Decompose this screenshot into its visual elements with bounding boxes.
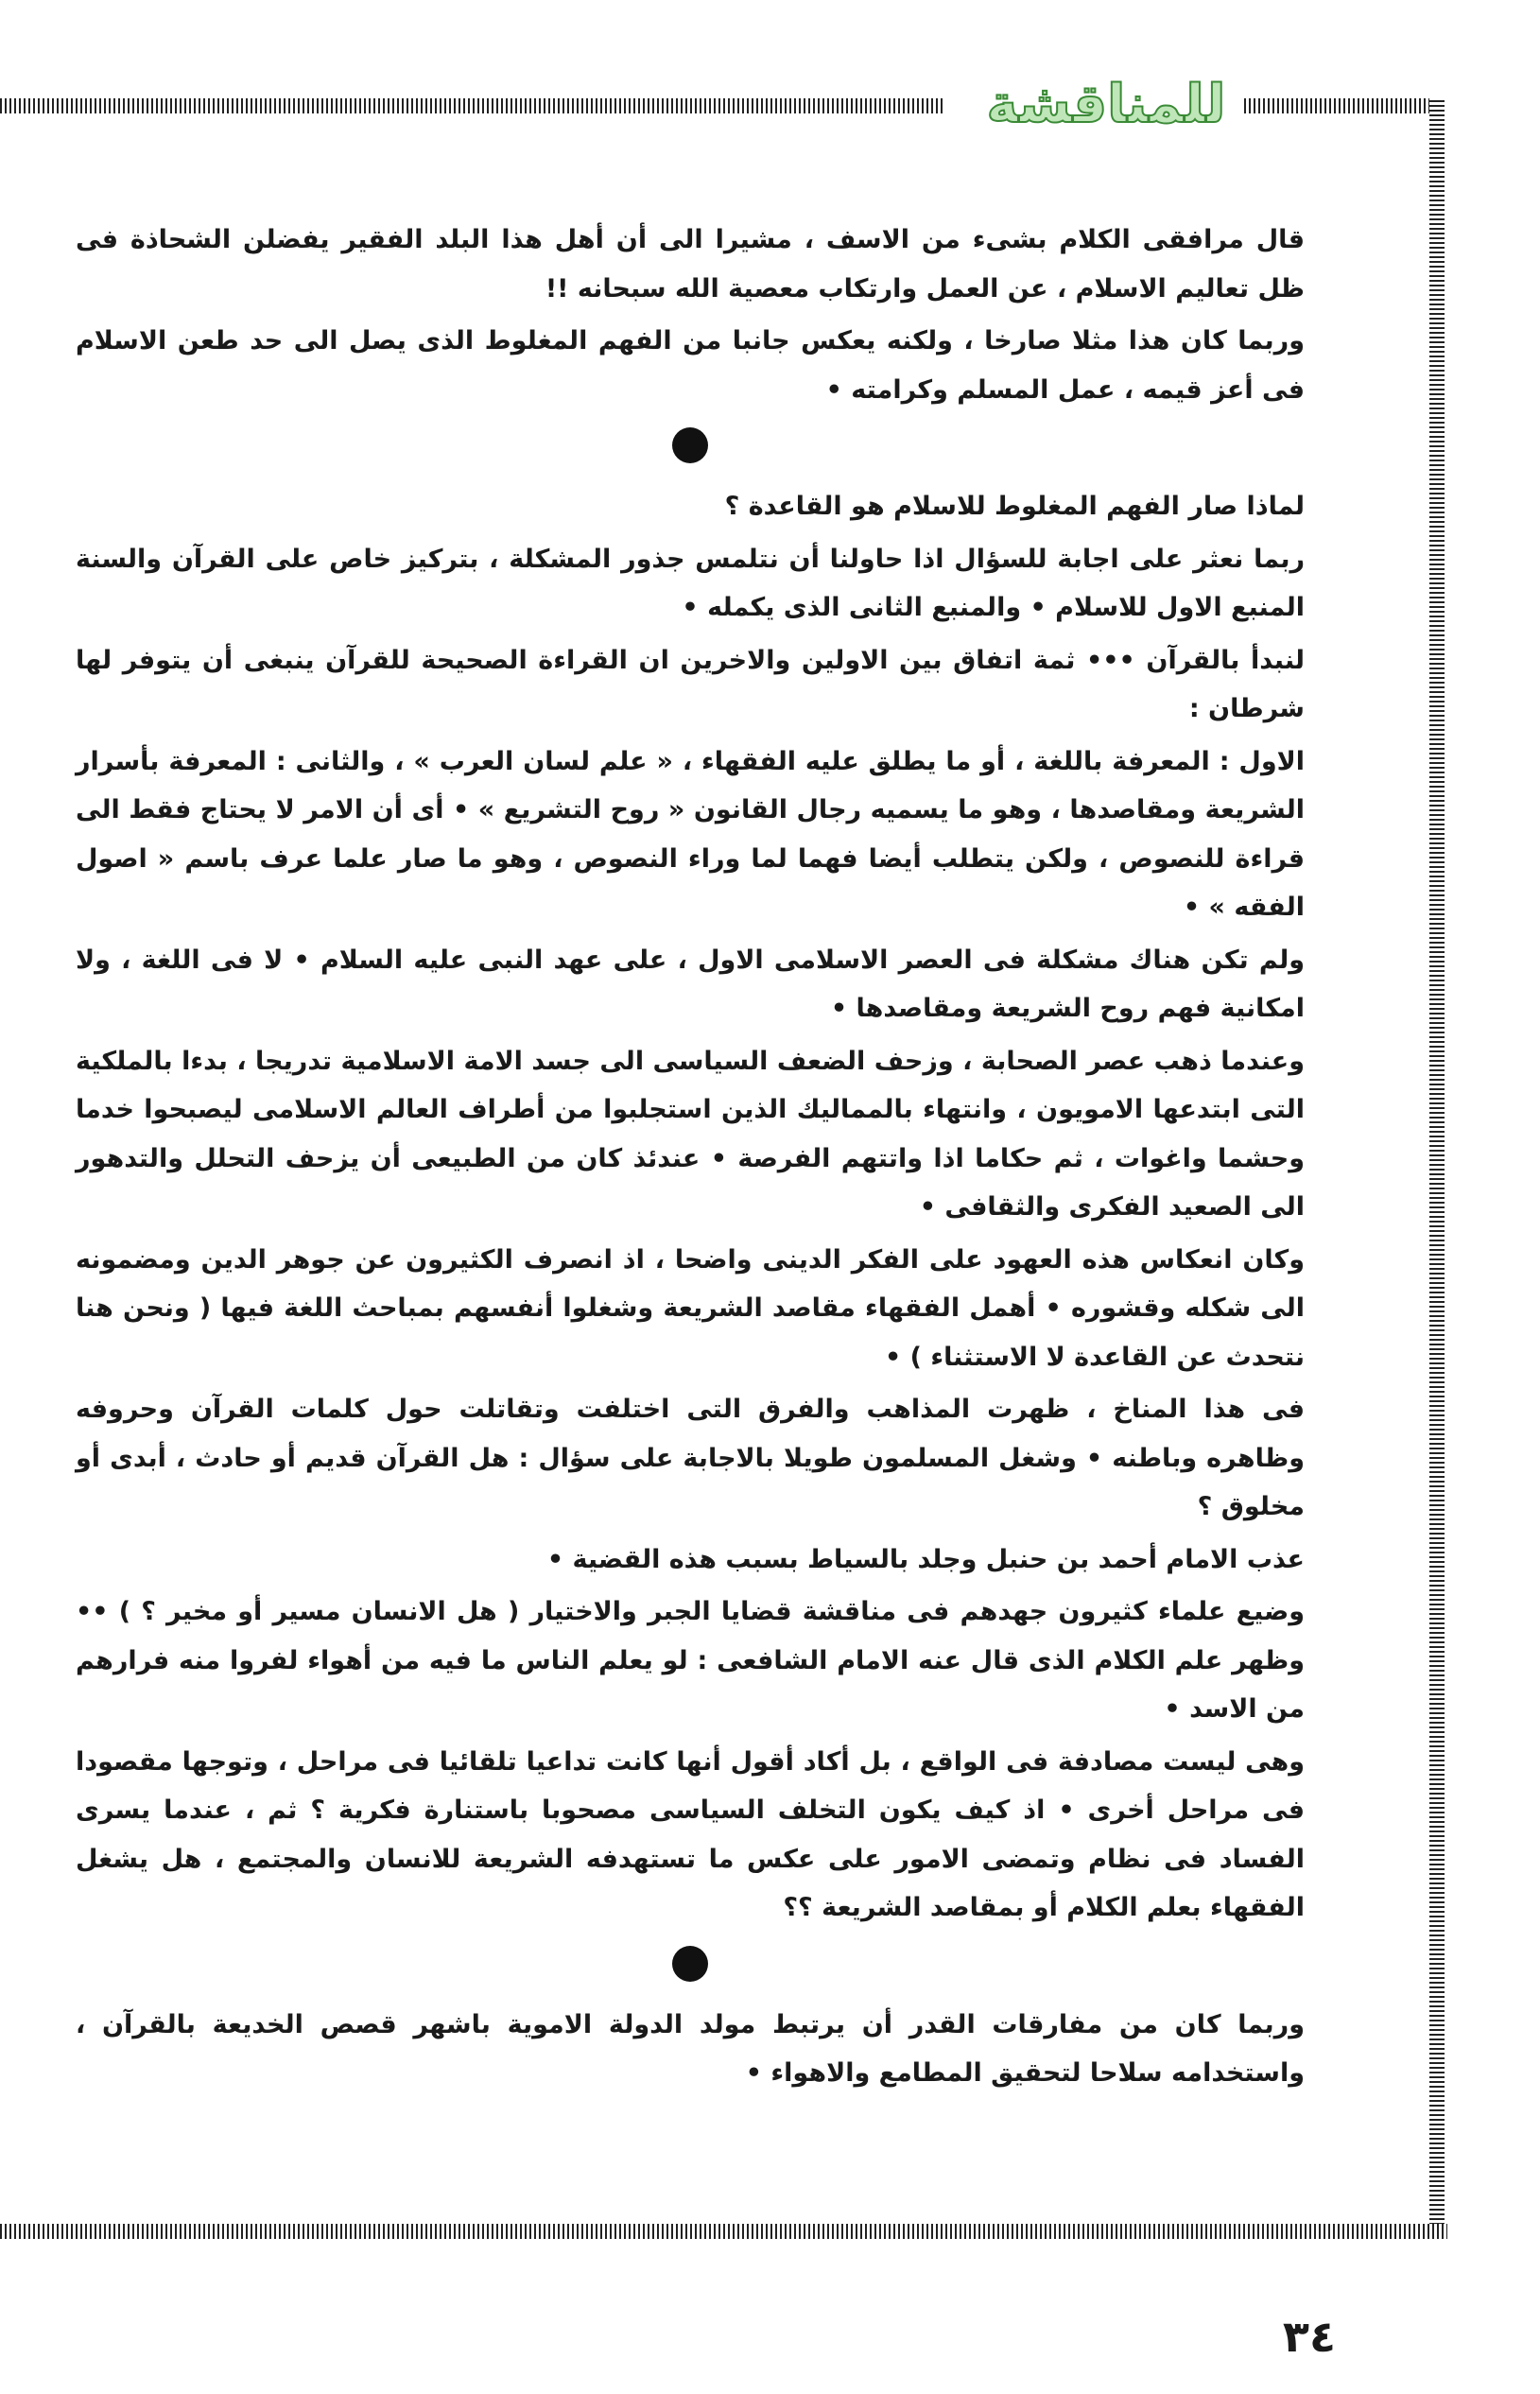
bottom-border — [0, 2224, 1447, 2239]
paragraph: وهى ليست مصادفة فى الواقع ، بل أكاد أقول أنها كانت تداعيا تلقائيا فى مراحل ، وتوجها مقصودا فى مراحل أخرى • اذ كيف يكون التخلف السياسى مصحوبا باستنارة فكرية ؟ ثم ، عندما يسرى الفساد فى نظام وتمضى الامور على عكس ما تستهدفه الشريعة للانسان والمجتمع ، هل يشغل الفقهاء بعلم الكلام أو بمقاصد الشريعة ؟؟ — [76, 1746, 1305, 1922]
article-body — [76, 216, 1305, 2098]
top-border-right — [1244, 98, 1447, 113]
paragraph: قال مرافقى الكلام بشىء من الاسف ، مشيرا الى أن أهل هذا البلد الفقير يفضلن الشحاذة فى ظل تعاليم الاسلام ، عن العمل وارتكاب معصية الله سبحانه !! — [76, 225, 1305, 304]
paragraph: الاول : المعرفة باللغة ، أو ما يطلق عليه الفقهاء ، « علم لسان العرب » ، والثانى : المعرفة بأسرار الشريعة ومقاصدها ، وهو ما يسميه رجال القانون « روح التشريع » • أى أن الامر لا يحتاج فقط الى قراءة للنصوص ، ولكن يتطلب أيضا فهما لما وراء النصوص ، وهو ما صار علما عرف باسم « اصول الفقه » • — [76, 746, 1305, 922]
paragraph: وضيع علماء كثيرون جهدهم فى مناقشة قضايا الجبر والاختيار ( هل الانسان مسير أو مخير ؟ ) •• وظهر علم الكلام الذى قال عنه الامام الشافعى : لو يعلم الناس ما فيه من أهواء لفروا منه فرارهم من الاسد • — [76, 1597, 1305, 1724]
top-border-left — [0, 98, 945, 113]
paragraph: وعندما ذهب عصر الصحابة ، وزحف الضعف السياسى الى جسد الامة الاسلامية تدريجا ، بدءا بالملكية التى ابتدعها الامويون ، وانتهاء بالمماليك الذين استجلبوا من أطراف العالم الاسلامى ليصبحوا خدما وحشما واغوات ، ثم حكاما اذا واتتهم الفرصة • عندئذ كان من الطبيعى أن يزحف التحلل والتدهور الى الصعيد الفكرى والثقافى • — [76, 1046, 1305, 1222]
paragraph: لنبدأ بالقرآن ••• ثمة اتفاق بين الاولين والاخرين ان القراءة الصحيحة للقرآن ينبغى أن يتوفر لها شرطان : — [76, 645, 1305, 723]
right-border — [1429, 98, 1445, 2239]
paragraph: عذب الامام أحمد بن حنبل وجلد بالسياط بسبب هذه القضية • — [546, 1544, 1305, 1574]
paragraph: وكان انعكاس هذه العهود على الفكر الدينى واضحا ، اذ انصرف الكثيرون عن جوهر الدين ومضمونه الى شكله وقشوره • أهمل الفقهاء مقاصد الشريعة وشغلوا أنفسهم بمباحث اللغة فيها ( ونحن هنا نتحدث عن القاعدة لا الاستثناء ) • — [76, 1244, 1305, 1372]
paragraph: وربما كان من مفارقات القدر أن يرتبط مولد الدولة الاموية باشهر قصص الخديعة بالقرآن ، واستخدامه سلاحا لتحقيق المطامع والاهواء • — [76, 2009, 1305, 2088]
page-number: ٣٤ — [1282, 2311, 1337, 2362]
paragraph: لماذا صار الفهم المغلوط للاسلام هو القاعدة ؟ — [724, 492, 1305, 521]
paragraph: ربما نعثر على اجابة للسؤال اذا حاولنا أن نتلمس جذور المشكلة ، بتركيز خاص على القرآن والسنة المنبع الاول للاسلام • والمنبع الثانى الذى يكمله • — [76, 544, 1305, 622]
paragraph: وربما كان هذا مثلا صارخا ، ولكنه يعكس جانبا من الفهم المغلوط الذى يصل الى حد طعن الاسلام فى أعز قيمه ، عمل المسلم وكرامته • — [76, 326, 1305, 405]
paragraph: ولم تكن هناك مشكلة فى العصر الاسلامى الاول ، على عهد النبى عليه السلام • لا فى اللغة ، ولا امكانية فهم روح الشريعة ومقاصدها • — [76, 945, 1305, 1023]
paragraph: فى هذا المناخ ، ظهرت المذاهب والفرق التى اختلفت وتقاتلت حول كلمات القرآن وحروفه وظاهره وباطنه • وشغل المسلمون طويلا بالاجابة على سؤال : هل القرآن قديم أو حادث ، أبدى أو مخلوق ؟ — [76, 1395, 1305, 1521]
section-divider-dot — [672, 427, 708, 463]
section-divider-dot — [672, 1946, 708, 1982]
magazine-section-logo: للمناقشة — [986, 73, 1226, 135]
